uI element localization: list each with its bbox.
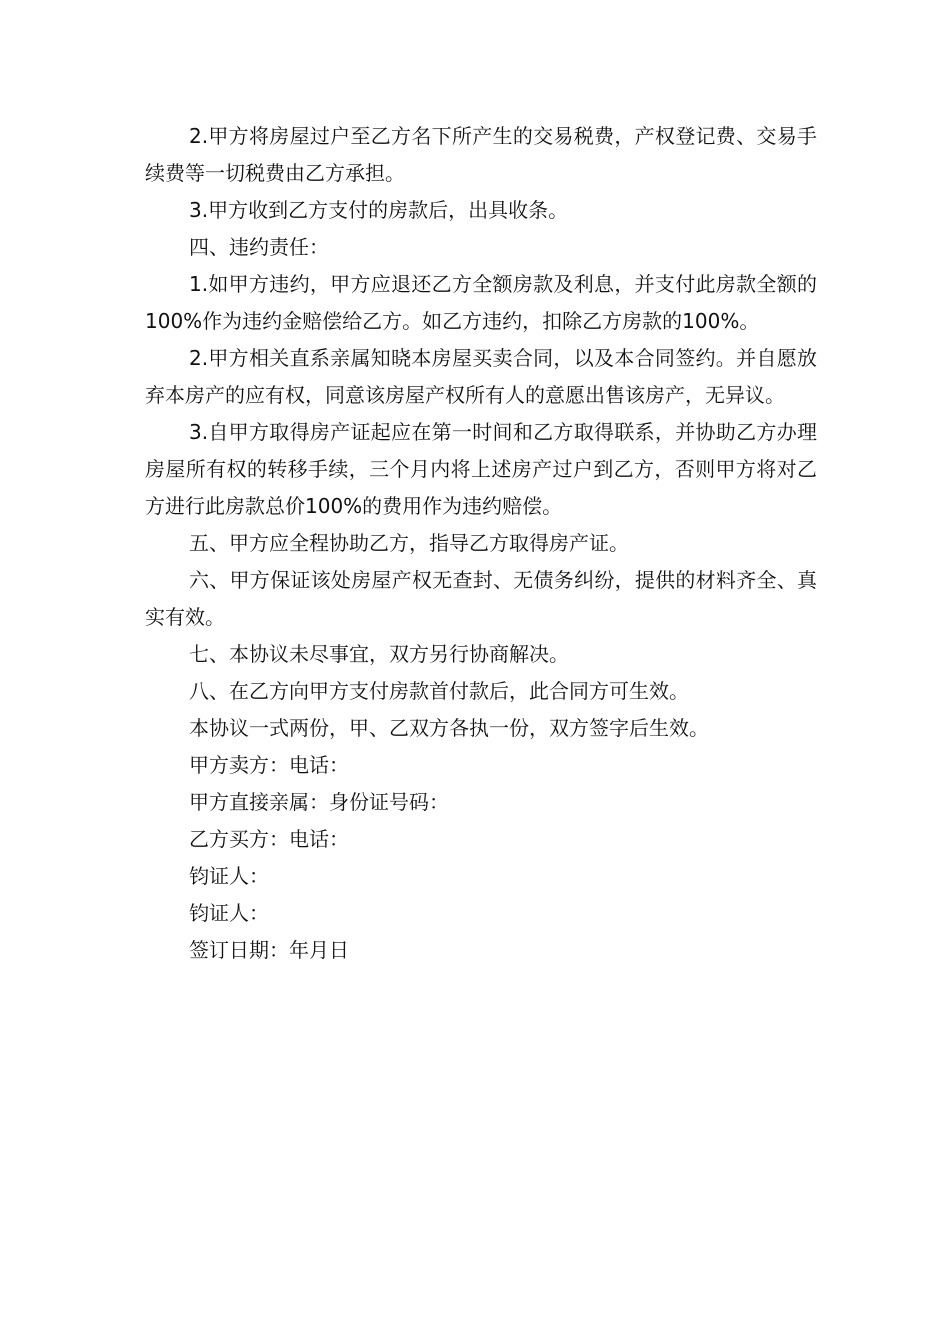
clause-unresolved-matters: 七、本协议未尽事宜，双方另行协商解决。	[189, 642, 569, 666]
signature-buyer: 乙方买方：电话：	[189, 827, 349, 851]
clause-tax-fees: 2.甲方将房屋过户至乙方名下所产生的交易税费，产权登记费、交易手续费等一切税费由乙方承担。	[145, 124, 817, 185]
clause-effective-condition: 八、在乙方向甲方支付房款首付款后，此合同方可生效。	[189, 679, 689, 703]
signature-witness-2: 钧证人：	[189, 901, 269, 925]
section-heading-breach: 四、违约责任：	[189, 235, 329, 259]
clause-title-guarantee: 六、甲方保证该处房屋产权无查封、无债务纠纷，提供的材料齐全、真实有效。	[145, 568, 817, 629]
signature-seller-relative: 甲方直接亲属：身份证号码：	[189, 790, 449, 814]
clause-relatives-consent: 2.甲方相关直系亲属知晓本房屋买卖合同，以及本合同签约。并自愿放弃本房产的应有权，同意该房屋产权所有人的意愿出售该房产，无异议。	[145, 346, 817, 407]
contract-body	[145, 118, 817, 969]
clause-assist-certificate: 五、甲方应全程协助乙方，指导乙方取得房产证。	[189, 531, 629, 555]
clause-transfer-deadline: 3.自甲方取得房产证起应在第一时间和乙方取得联系，并协助乙方办理房屋所有权的转移手续，三个月内将上述房产过户到乙方，否则甲方将对乙方进行此房款总价100%的费用作为违约赔偿。	[145, 420, 817, 518]
clause-receipt: 3.甲方收到乙方支付的房款后，出具收条。	[189, 198, 569, 222]
clause-breach-refund: 1.如甲方违约，甲方应退还乙方全额房款及利息，并支付此房款全额的100%作为违约金赔偿给乙方。如乙方违约，扣除乙方房款的100%。	[145, 272, 817, 333]
signature-witness-1: 钧证人：	[189, 864, 269, 888]
clause-copies: 本协议一式两份，甲、乙双方各执一份，双方签字后生效。	[189, 716, 709, 740]
signature-seller: 甲方卖方：电话：	[189, 753, 349, 777]
signing-date: 签订日期：年月日	[189, 938, 349, 962]
